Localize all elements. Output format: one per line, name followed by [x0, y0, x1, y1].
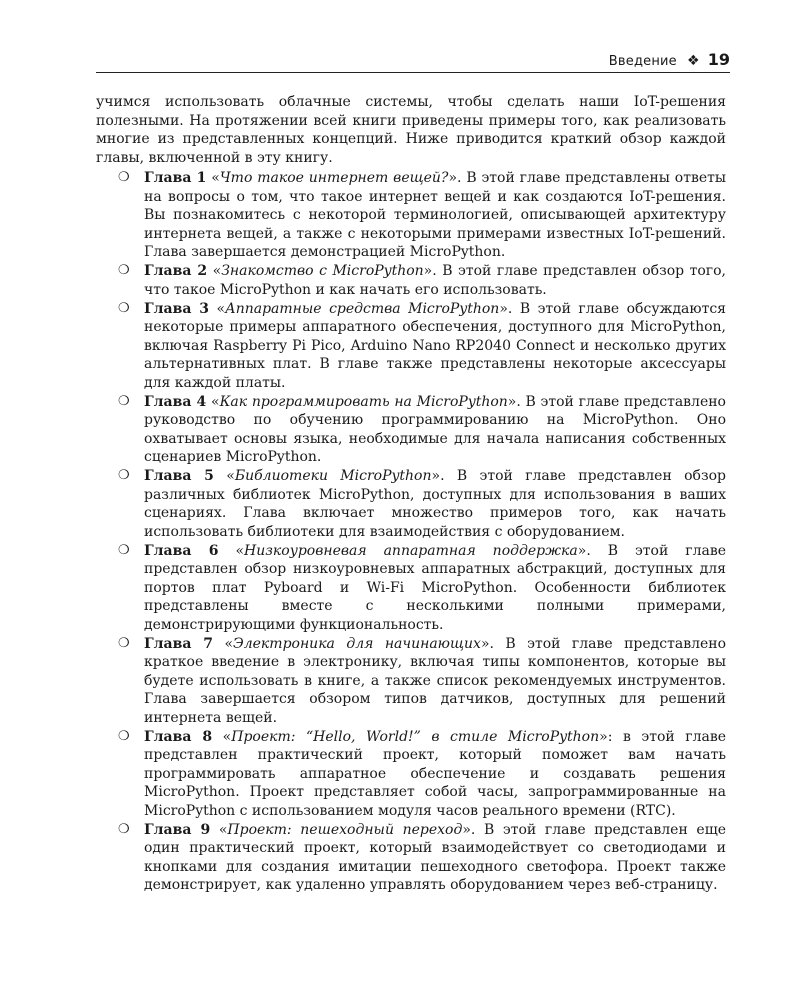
chapter-label: Глава 4 — [144, 393, 207, 410]
chapter-item: ❍ Глава 4 «Как программировать на MicroPython». В этой главе представлено руководство по обучению программированию на MicroPython. Оно охватывает основы языка, необходимые для начала написания собственных сценариев MicroPython. — [118, 393, 726, 465]
chapter-item: ❍ Глава 9 «Проект: пешеходный переход». В этой главе представлен еще один практический проект, который взаимодействует со светодиодами и кнопками для создания имитации пешеходного светофора. Проект также демонстрирует, как удаленно управлять оборудованием через веб-страницу. — [118, 821, 727, 893]
circle-bullet-icon: ❍ — [118, 300, 130, 316]
ornament-icon: ❖ — [687, 53, 700, 69]
chapter-label: Глава 7 — [144, 635, 214, 652]
chapter-label: Глава 1 — [144, 170, 207, 186]
chapter-label: Глава 3 — [144, 300, 210, 317]
chapter-label: Глава 2 — [144, 263, 208, 279]
chapter-label: Глава 6 — [144, 542, 219, 559]
chapter-description: . В этой главе представлен обзор того, что такое MicroPython и как начать его использовать. — [144, 263, 727, 298]
chapter-title: Электроника для начинающих — [233, 635, 481, 652]
chapter-title: Что такое интернет вещей? — [219, 170, 449, 186]
intro-paragraph: учимся использовать облачные системы, чтобы сделать наши IoT-решения полезными. На протяжении всей книги приведены примеры того, как реализовать многие из представленных концепций. Ниже приводится краткий обзор каждой главы, включенной в эту книгу. — [96, 94, 726, 166]
chapter-item: ❍ Глава 3 «Аппаратные средства MicroPython». В этой главе обсуждаются некоторые примеры аппаратного обеспечения, доступного для MicroPython, включая Raspberry Pi Pico, Arduino Nano RP2040 Connect и несколько других альтернативных плат. В главе также представлены некоторые аксессуары для каждой платы. — [118, 300, 727, 391]
circle-bullet-icon: ❍ — [118, 263, 130, 278]
header-rule — [96, 72, 730, 73]
chapter-label: Глава 8 — [144, 728, 213, 745]
chapter-description: . В этой главе представлено руководство по обучению программированию на MicroPython. Оно охватывает основы языка, необходимые для начала написания собственных сценариев MicroPython. — [144, 393, 726, 465]
chapter-description: : в этой главе представлен практический проект, который поможет вам начать программировать аппаратное обеспечение и создавать решения MicroPython. Проект представляет собой часы, запрограммированные на MicroPython с использованием модуля часов реального времени (RTC). — [144, 728, 726, 819]
chapter-item: ❍ Глава 1 «Что такое интернет вещей?». В этой главе представлены ответы на вопросы о том, что такое интернет вещей и как создаются IoT-решения. Вы познакомитесь с некоторой терминологией, описывающей архитектуру интернета вещей, а также с некоторыми примерами известных IoT-решений. Глава завершается демонстрацией MicroPython. — [118, 170, 726, 260]
chapter-description: . В этой главе обсуждаются некоторые примеры аппаратного обеспечения, доступного для MicroPython, включая Raspberry Pi Pico, Arduino Nano RP2040 Connect и несколько других альтернативных плат. В главе также представлены некоторые аксессуары для каждой платы. — [144, 300, 727, 391]
chapter-title: Проект: “Hello, World!” в стиле MicroPython — [231, 728, 600, 745]
chapter-item: ❍ Глава 8 «Проект: “Hello, World!” в стиле MicroPython»: в этой главе представлен практический проект, который поможет вам начать программировать аппаратное обеспечение и создавать решения MicroPython. Проект представляет собой часы, запрограммированные на MicroPython с использованием модуля часов реального времени (RTC). — [118, 728, 726, 819]
circle-bullet-icon: ❍ — [118, 170, 130, 185]
chapter-list — [96, 169, 726, 895]
page-body — [96, 93, 726, 895]
chapter-description: . В этой главе представлен обзор различных библиотек MicroPython, доступных для использования в ваших сценариях. Глава включает множество примеров того, как начать использовать библиотеки для взаимодействия с оборудованием. — [144, 468, 727, 540]
running-header — [96, 50, 730, 72]
chapter-label: Глава 5 — [144, 468, 214, 484]
chapter-item: ❍ Глава 5 «Библиотеки MicroPython». В этой главе представлен обзор различных библиотек MicroPython, доступных для использования в ваших сценариях. Глава включает множество примеров того, как начать использовать библиотеки для взаимодействия с оборудованием. — [118, 468, 727, 540]
page-number: 19 — [707, 50, 730, 69]
chapter-item: ❍ Глава 6 «Низкоуровневая аппаратная поддержка». В этой главе представлен обзор низкоуровневых аппаратных абстракций, доступных для портов плат Pyboard и Wi-Fi MicroPython. Особенности библиотек представлены вместе с несколькими полными примерами, демонстрирующими функциональность. — [118, 542, 726, 633]
chapter-title: Знакомство с MicroPython — [221, 263, 424, 279]
circle-bullet-icon: ❍ — [118, 821, 130, 837]
circle-bullet-icon: ❍ — [118, 542, 130, 558]
section-title: Введение — [608, 54, 677, 69]
chapter-description: . В этой главе представлено краткое введение в электронику, включая типы компонентов, которые вы будете использовать в книге, а также список рекомендуемых инструментов. Глава завершается обзором типов датчиков, доступных для решений интернета вещей. — [144, 635, 727, 726]
chapter-title: Библиотеки MicroPython — [234, 468, 432, 484]
chapter-title: Как программировать на MicroPython — [219, 393, 508, 410]
chapter-description: . В этой главе представлены ответы на вопросы о том, что такое интернет вещей и как создаются IoT-решения. Вы познакомитесь с некоторой терминологией, описывающей архитектуру интернета вещей, а также с некоторыми примерами известных IoT-решений. Глава завершается демонстрацией MicroPython. — [144, 170, 726, 260]
circle-bullet-icon: ❍ — [118, 468, 130, 483]
chapter-title: Проект: пешеходный переход — [227, 821, 463, 838]
chapter-title: Низкоуровневая аппаратная поддержка — [244, 542, 578, 559]
chapter-title: Аппаратные средства MicroPython — [225, 300, 500, 317]
circle-bullet-icon: ❍ — [118, 728, 130, 744]
circle-bullet-icon: ❍ — [118, 635, 130, 651]
chapter-description: . В этой главе представлен еще один практический проект, который взаимодействует со светодиодами и кнопками для создания имитации пешеходного светофора. Проект также демонстрирует, как удаленно управлять оборудованием через веб-страницу. — [144, 821, 727, 893]
chapter-description: . В этой главе представлен обзор низкоуровневых аппаратных абстракций, доступных для портов плат Pyboard и Wi-Fi MicroPython. Особенности библиотек представлены вместе с несколькими полными примерами, демонстрирующими функциональность. — [144, 542, 726, 633]
chapter-item: ❍ Глава 2 «Знакомство с MicroPython». В этой главе представлен обзор того, что такое MicroPython и как начать его использовать. — [118, 263, 727, 298]
circle-bullet-icon: ❍ — [118, 393, 130, 409]
chapter-label: Глава 9 — [144, 821, 211, 838]
chapter-item: ❍ Глава 7 «Электроника для начинающих». В этой главе представлено краткое введение в электронику, включая типы компонентов, которые вы будете использовать в книге, а также список рекомендуемых инструментов. Глава завершается обзором типов датчиков, доступных для решений интернета вещей. — [118, 635, 727, 726]
